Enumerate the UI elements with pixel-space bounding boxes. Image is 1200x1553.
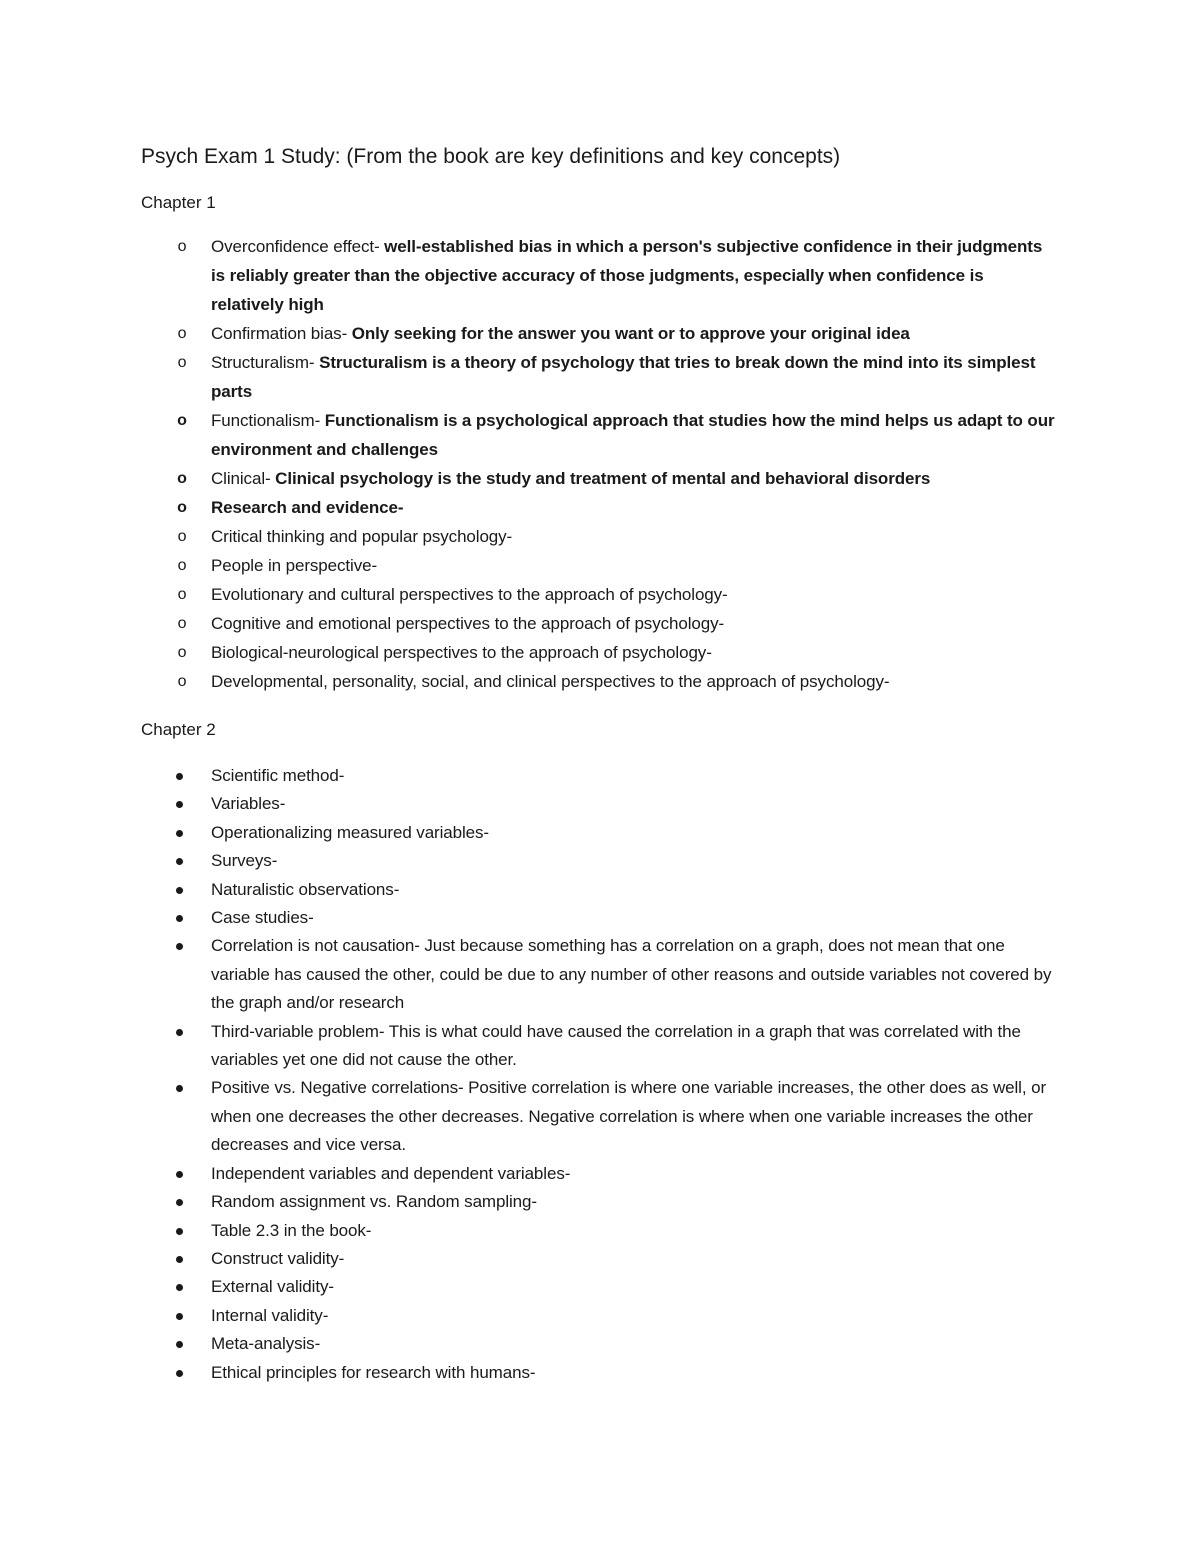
list-item — [0, 1217, 1200, 1245]
hollow-bullet-icon: o — [177, 499, 187, 516]
list-item — [0, 1160, 1200, 1188]
hollow-bullet-icon: o — [177, 644, 187, 661]
item-term: Naturalistic observations- — [211, 879, 400, 899]
list-item — [0, 1188, 1200, 1216]
list-item — [0, 819, 1200, 847]
list-item — [0, 1330, 1200, 1358]
item-term: People in perspective- — [211, 556, 378, 575]
list-item — [0, 580, 1200, 609]
item-term: Surveys- — [211, 851, 278, 871]
item-term: Case studies- — [211, 908, 314, 928]
item-definition: Clinical psychology is the study and treatment of mental and behavioral disorders — [270, 469, 931, 488]
item-term: Critical thinking and popular psychology- — [211, 527, 513, 546]
bullet-icon — [176, 858, 183, 865]
list-item — [0, 1074, 1200, 1159]
bullet-icon — [176, 773, 183, 780]
item-term: Table 2.3 in the book- — [211, 1220, 372, 1240]
item-term: Construct validity- — [211, 1248, 345, 1268]
list-item — [0, 1018, 1200, 1075]
item-term: Biological-neurological perspectives to the approach of psychology- — [211, 643, 712, 662]
hollow-bullet-icon: o — [177, 673, 187, 690]
list-item — [0, 904, 1200, 932]
bullet-icon — [176, 1228, 183, 1235]
list-item — [0, 1359, 1200, 1387]
chapter-1-heading: Chapter 1 — [141, 193, 216, 212]
hollow-bullet-icon: o — [177, 557, 187, 574]
bullet-icon — [176, 1313, 183, 1320]
list-item — [0, 232, 1200, 319]
list-item — [0, 1273, 1200, 1301]
item-term: Confirmation bias- — [211, 324, 348, 343]
list-item — [0, 522, 1200, 551]
item-term: Functionalism- — [211, 411, 321, 430]
list-item — [0, 493, 1200, 522]
item-term: Independent variables and dependent variables- — [211, 1163, 571, 1183]
item-term: Overconfidence effect- — [211, 237, 380, 256]
hollow-bullet-icon: o — [177, 325, 187, 342]
list-item — [0, 790, 1200, 818]
item-term: Scientific method- — [211, 766, 345, 785]
item-term: Correlation is not causation- — [211, 936, 420, 956]
item-definition: Only seeking for the answer you want or to approve your original idea — [347, 324, 910, 343]
item-term: Structuralism- — [211, 353, 315, 372]
chapter-2-heading: Chapter 2 — [141, 720, 216, 739]
hollow-bullet-icon: o — [177, 354, 187, 371]
item-term: Positive vs. Negative correlations- — [211, 1078, 464, 1098]
bullet-icon — [176, 1256, 183, 1263]
hollow-bullet-icon: o — [177, 528, 187, 545]
page-title: Psych Exam 1 Study: (From the book are key definitions and key concepts) — [141, 145, 841, 168]
item-term: Ethical principles for research with humans- — [211, 1362, 536, 1382]
hollow-bullet-icon: o — [177, 615, 187, 632]
list-item — [0, 1245, 1200, 1273]
list-item — [0, 319, 1200, 348]
item-term: Clinical- — [211, 469, 271, 488]
item-term: Meta-analysis- — [211, 1334, 321, 1354]
hollow-bullet-icon: o — [177, 238, 187, 255]
hollow-bullet-icon: o — [177, 586, 187, 603]
bullet-icon — [176, 1341, 183, 1348]
list-item — [0, 551, 1200, 580]
list-item — [0, 667, 1200, 696]
item-term: External validity- — [211, 1277, 334, 1297]
list-item — [0, 464, 1200, 493]
item-term: Cognitive and emotional perspectives to the approach of psychology- — [211, 614, 725, 633]
item-term: Operationalizing measured variables- — [211, 822, 489, 842]
item-term: Third-variable problem- — [211, 1021, 385, 1041]
item-term: Internal validity- — [211, 1305, 329, 1325]
bullet-icon — [176, 1171, 183, 1178]
item-term: Variables- — [211, 794, 286, 814]
bullet-icon — [176, 887, 183, 894]
bullet-icon — [176, 1199, 183, 1206]
chapter-1-list — [0, 232, 1200, 696]
bullet-icon — [176, 1370, 183, 1377]
list-item — [0, 638, 1200, 667]
item-term: Developmental, personality, social, and clinical perspectives to the approach of psychology- — [211, 672, 890, 691]
item-definition: Functionalism is a psychological approach that studies how the mind helps us adapt to our environment and challenges — [211, 411, 1055, 459]
item-term: Random assignment vs. Random sampling- — [211, 1192, 537, 1212]
list-item — [0, 1302, 1200, 1330]
bullet-icon — [176, 1085, 183, 1092]
list-item — [0, 876, 1200, 904]
list-item — [0, 609, 1200, 638]
bullet-icon — [176, 1029, 183, 1036]
bullet-icon — [176, 915, 183, 922]
item-definition: Positive correlation is where one variable increases, the other does as well, or when one decreases the other decreases. Negative correlation is where when one variable increases the other decreases and vice versa. — [211, 1078, 1047, 1155]
list-item — [0, 406, 1200, 464]
chapter-2-list — [0, 762, 1200, 1387]
hollow-bullet-icon: o — [177, 412, 187, 429]
item-term: Research and evidence- — [211, 498, 404, 517]
bullet-icon — [176, 1284, 183, 1291]
list-item — [0, 932, 1200, 1017]
item-definition: well-established bias in which a person's subjective confidence in their judgments is reliably greater than the objective accuracy of those judgments, especially when confidence is relatively high — [211, 237, 1043, 314]
bullet-icon — [176, 943, 183, 950]
bullet-icon — [176, 801, 183, 808]
item-term: Evolutionary and cultural perspectives to the approach of psychology- — [211, 585, 728, 604]
list-item — [0, 348, 1200, 406]
list-item — [0, 847, 1200, 875]
item-definition: Just because something has a correlation on a graph, does not mean that one variable has caused the other, could be due to any number of other reasons and outside variables not covered by the graph and/or research — [211, 936, 1052, 1013]
bullet-icon — [176, 830, 183, 837]
item-definition: This is what could have caused the correlation in a graph that was correlated with the variables yet one did not cause the other. — [211, 1021, 1021, 1070]
item-definition: Structuralism is a theory of psychology that tries to break down the mind into its simplest parts — [211, 353, 1036, 401]
hollow-bullet-icon: o — [177, 470, 187, 487]
list-item — [0, 762, 1200, 790]
